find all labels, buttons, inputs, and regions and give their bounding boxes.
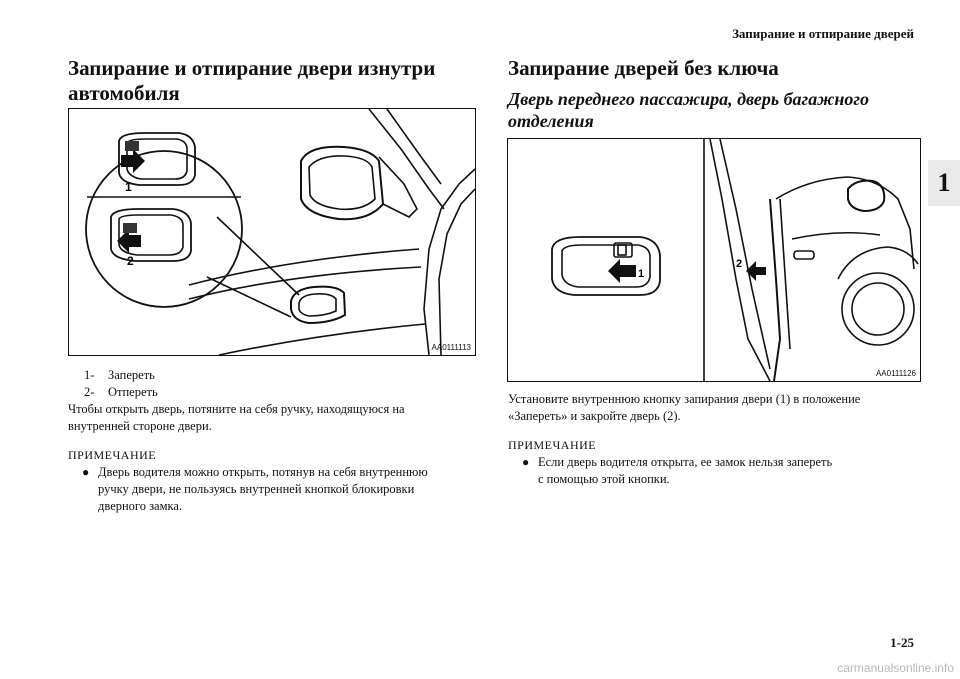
left-note-item xyxy=(68,464,488,515)
right-paragraph-line2: «Запереть» и закройте дверь (2). xyxy=(508,409,681,423)
chapter-number: 1 xyxy=(937,168,951,197)
legend-label: Запереть xyxy=(108,368,155,382)
legend-item-lock xyxy=(68,367,488,384)
legend-item-unlock xyxy=(68,384,488,401)
legend-num: 2- xyxy=(84,385,95,399)
right-paragraph xyxy=(508,391,920,425)
left-paragraph xyxy=(68,401,488,435)
left-figure-code: AA0111113 xyxy=(431,343,471,352)
right-body xyxy=(508,391,920,488)
right-figure-code: AA0111126 xyxy=(875,369,916,378)
watermark: carmanualsonline.info xyxy=(837,661,954,675)
door-interior-illustration xyxy=(69,109,475,355)
right-callout-2: 2 xyxy=(736,258,743,270)
right-subheading xyxy=(508,88,908,132)
chapter-tab xyxy=(928,160,960,206)
right-note-item xyxy=(508,454,920,488)
page-number: 1-25 xyxy=(890,635,914,650)
right-subheading-line1: Дверь переднего пассажира, дверь багажного xyxy=(508,89,869,109)
left-heading-line2: автомобиля xyxy=(68,81,180,105)
legend-label: Отпереть xyxy=(108,385,158,399)
right-subheading-line2: отделения xyxy=(508,111,594,131)
right-figure xyxy=(507,138,921,382)
left-note-title: ПРИМЕЧАНИЕ xyxy=(68,448,157,462)
passenger-door-illustration xyxy=(508,139,920,381)
left-paragraph-line2: внутренней стороне двери. xyxy=(68,419,212,433)
legend-num: 1- xyxy=(84,368,95,382)
left-figure xyxy=(68,108,476,356)
right-note-line2: с помощью этой кнопки. xyxy=(538,472,670,486)
left-callout-1: 1 xyxy=(125,180,132,194)
right-note-title: ПРИМЕЧАНИЕ xyxy=(508,438,597,452)
right-note-line1: Если дверь водителя открыта, ее замок нельзя запереть xyxy=(538,455,833,469)
running-header: Запирание и отпирание дверей xyxy=(732,26,914,41)
right-heading-text: Запирание дверей без ключа xyxy=(508,56,779,80)
right-heading xyxy=(508,56,908,81)
left-note-line3: дверного замка. xyxy=(98,499,183,513)
left-note-line2: ручку двери, не пользуясь внутренней кнопкой блокировки xyxy=(98,482,415,496)
left-paragraph-line1: Чтобы открыть дверь, потяните на себя ручку, находящуюся на xyxy=(68,402,405,416)
left-heading xyxy=(68,56,488,106)
right-paragraph-line1: Установите внутреннюю кнопку запирания двери (1) в положение xyxy=(508,392,861,406)
left-heading-line1: Запирание и отпирание двери изнутри xyxy=(68,56,436,80)
right-callout-1: 1 xyxy=(638,268,645,280)
left-note-line1: Дверь водителя можно открыть, потянув на себя внутреннюю xyxy=(98,465,428,479)
bullet-icon: ● xyxy=(82,465,90,479)
left-callout-2: 2 xyxy=(127,254,134,268)
left-legend xyxy=(68,367,488,515)
bullet-icon: ● xyxy=(522,455,530,469)
